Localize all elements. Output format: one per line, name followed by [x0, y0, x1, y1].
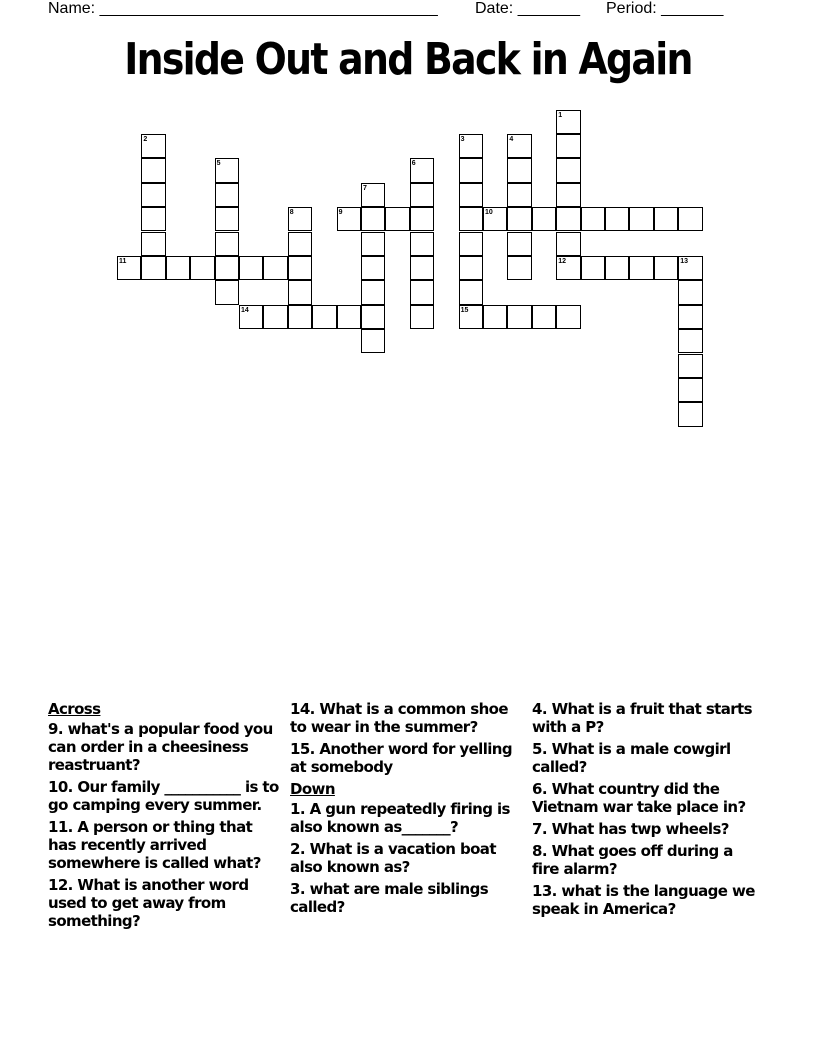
grid-cell[interactable]	[361, 329, 385, 353]
clue-number-label: 15	[460, 306, 469, 314]
grid-cell[interactable]	[410, 305, 434, 329]
grid-cell[interactable]	[532, 207, 556, 231]
clue-down-1: 1. A gun repeatedly firing is also known as_______?	[290, 800, 510, 836]
grid-cell[interactable]	[190, 256, 214, 280]
clue-number-label: 10	[485, 209, 493, 217]
down-heading: Down	[290, 780, 335, 798]
clue-down-13: 13. what is the language we speak in America?	[532, 882, 755, 918]
grid-cell[interactable]	[410, 256, 434, 280]
grid-cell[interactable]	[312, 305, 336, 329]
grid-cell[interactable]	[507, 256, 531, 280]
grid-cell[interactable]	[605, 207, 629, 231]
clue-number-label: 4	[509, 135, 514, 143]
clue-across-12: 12. What is another word used to get away from something?	[48, 876, 249, 930]
grid-cell[interactable]	[556, 134, 580, 158]
name-field[interactable]: Name: ______________________________________	[48, 0, 438, 17]
grid-cell[interactable]	[459, 207, 483, 231]
clue-across-10: 10. Our family ___________ is to go camping every summer.	[48, 778, 279, 814]
clue-column-3	[532, 700, 764, 922]
grid-cell[interactable]	[141, 256, 165, 280]
grid-cell[interactable]	[141, 207, 165, 231]
grid-cell[interactable]	[410, 207, 434, 231]
grid-cell[interactable]	[507, 305, 531, 329]
clue-column-1	[48, 700, 280, 934]
grid-cell[interactable]	[507, 207, 531, 231]
grid-cell[interactable]	[288, 305, 312, 329]
grid-cell[interactable]	[678, 280, 702, 304]
clue-down-7: 7. What has twp wheels?	[532, 820, 729, 838]
grid-cell[interactable]	[678, 329, 702, 353]
across-heading: Across	[48, 700, 101, 718]
grid-cell[interactable]	[581, 207, 605, 231]
grid-cell[interactable]	[581, 256, 605, 280]
grid-cell[interactable]	[556, 305, 580, 329]
grid-cell[interactable]	[507, 158, 531, 182]
grid-cell[interactable]	[507, 183, 531, 207]
grid-cell[interactable]	[361, 280, 385, 304]
grid-cell[interactable]	[263, 305, 287, 329]
clue-number-label: 9	[338, 209, 343, 217]
grid-cell[interactable]	[507, 232, 531, 256]
clue-column-2	[290, 700, 522, 920]
grid-cell[interactable]	[361, 207, 385, 231]
grid-cell[interactable]	[239, 256, 263, 280]
grid-cell[interactable]	[678, 402, 702, 426]
grid-cell[interactable]	[361, 232, 385, 256]
grid-cell[interactable]	[215, 232, 239, 256]
clue-across-11: 11. A person or thing that has recently arrived somewhere is called what?	[48, 818, 261, 872]
grid-cell[interactable]	[288, 256, 312, 280]
grid-cell[interactable]	[459, 158, 483, 182]
grid-cell[interactable]	[556, 207, 580, 231]
clue-down-2: 2. What is a vacation boat also known as?	[290, 840, 496, 876]
clue-number-label: 2	[143, 135, 148, 143]
clue-down-6: 6. What country did the Vietnam war take place in?	[532, 780, 746, 816]
grid-cell[interactable]	[337, 305, 361, 329]
grid-cell[interactable]	[263, 256, 287, 280]
grid-cell[interactable]	[459, 232, 483, 256]
grid-cell[interactable]	[215, 256, 239, 280]
grid-cell[interactable]	[556, 232, 580, 256]
crossword-grid	[0, 0, 816, 440]
grid-cell[interactable]	[361, 256, 385, 280]
grid-cell[interactable]	[678, 354, 702, 378]
grid-cell[interactable]	[678, 305, 702, 329]
grid-cell[interactable]	[654, 207, 678, 231]
grid-cell[interactable]	[459, 183, 483, 207]
grid-cell[interactable]	[654, 256, 678, 280]
grid-cell[interactable]	[410, 183, 434, 207]
clue-number-label: 3	[460, 135, 465, 143]
clue-across-15: 15. Another word for yelling at somebody	[290, 740, 513, 776]
clue-number-label: 11	[119, 257, 127, 265]
grid-cell[interactable]	[556, 183, 580, 207]
grid-cell[interactable]	[288, 280, 312, 304]
grid-cell[interactable]	[288, 232, 312, 256]
date-field[interactable]: Date: _______	[475, 0, 580, 17]
clue-number-label: 13	[680, 257, 688, 265]
grid-cell[interactable]	[410, 232, 434, 256]
grid-cell[interactable]	[141, 158, 165, 182]
grid-cell[interactable]	[629, 256, 653, 280]
grid-cell[interactable]	[532, 305, 556, 329]
grid-cell[interactable]	[215, 207, 239, 231]
clue-number-label: 6	[411, 160, 416, 168]
clue-number-label: 1	[558, 111, 563, 119]
grid-cell[interactable]	[215, 183, 239, 207]
clue-number-label: 14	[241, 306, 249, 314]
clue-down-3: 3. what are male siblings called?	[290, 880, 489, 916]
grid-cell[interactable]	[483, 305, 507, 329]
grid-cell[interactable]	[629, 207, 653, 231]
clue-number-label: 7	[363, 184, 367, 192]
clue-number-label: 12	[558, 257, 566, 265]
grid-cell[interactable]	[459, 256, 483, 280]
clue-across-14: 14. What is a common shoe to wear in the summer?	[290, 700, 508, 736]
grid-cell[interactable]	[385, 207, 409, 231]
grid-cell[interactable]	[410, 280, 434, 304]
clue-number-label: 8	[289, 209, 294, 217]
grid-cell[interactable]	[605, 256, 629, 280]
clue-across-9: 9. what's a popular food you can order in a cheesiness reastruant?	[48, 720, 273, 774]
period-field[interactable]: Period: _______	[606, 0, 724, 17]
puzzle-title: Inside Out and Back in Again	[124, 34, 692, 85]
grid-cell[interactable]	[215, 280, 239, 304]
clue-down-8: 8. What goes off during a fire alarm?	[532, 842, 733, 878]
grid-cell[interactable]	[556, 158, 580, 182]
clue-down-4: 4. What is a fruit that starts with a P?	[532, 700, 752, 736]
grid-cell[interactable]	[678, 378, 702, 402]
clue-down-5: 5. What is a male cowgirl called?	[532, 740, 731, 776]
grid-cell[interactable]	[678, 207, 702, 231]
grid-cell[interactable]	[141, 232, 165, 256]
grid-cell[interactable]	[141, 183, 165, 207]
grid-cell[interactable]	[361, 305, 385, 329]
grid-cell[interactable]	[459, 280, 483, 304]
clue-number-label: 5	[216, 160, 221, 168]
grid-cell[interactable]	[166, 256, 190, 280]
